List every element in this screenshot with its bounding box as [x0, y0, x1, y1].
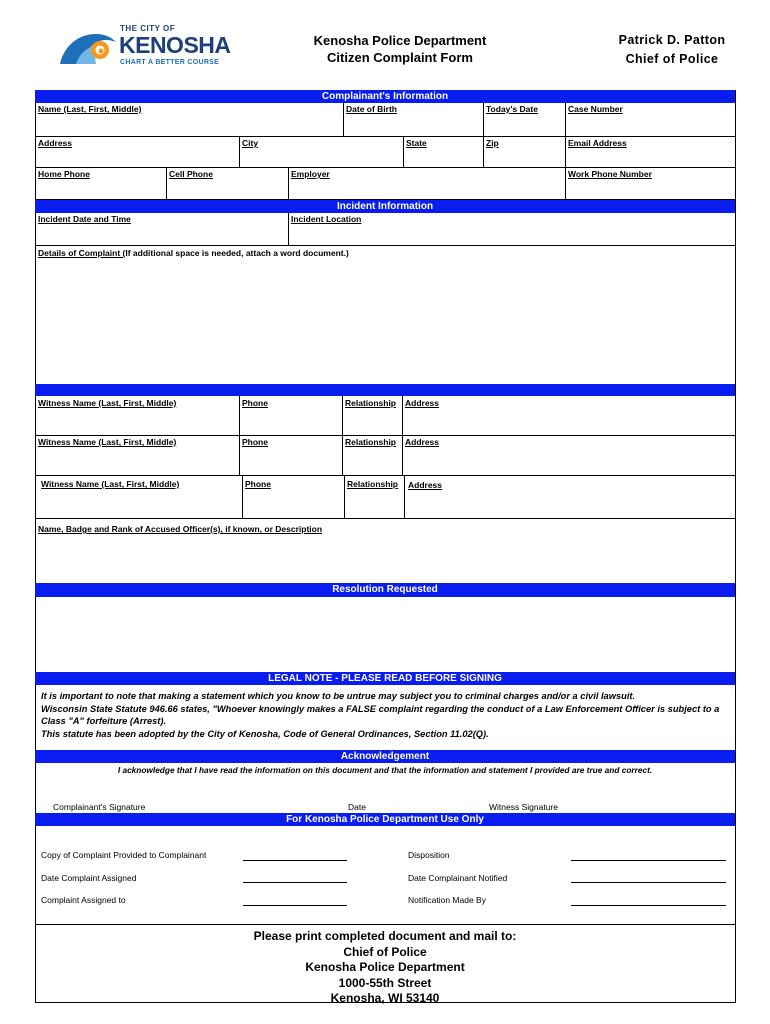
details-field[interactable]: [36, 246, 735, 384]
section-resolution: Resolution Requested: [35, 583, 735, 597]
witness-row-2-line: [35, 475, 736, 476]
section-legal: LEGAL NOTE - PLEASE READ BEFORE SIGNING: [35, 672, 735, 685]
name-field[interactable]: [35, 103, 343, 137]
witness-signature[interactable]: Witness Signature: [489, 802, 558, 812]
divider-bar: [35, 384, 735, 396]
mail-line-5: Kenosha, WI 53140: [330, 991, 440, 1005]
witness-col-2c: [344, 475, 345, 518]
disposition-label: Disposition: [408, 850, 450, 860]
mail-line-1: Please print completed document and mail to:: [253, 929, 517, 943]
complainant-signature[interactable]: Complainant's Signature: [53, 802, 146, 812]
email-field[interactable]: [565, 137, 736, 168]
incident-loc-label: Incident Location: [291, 214, 362, 224]
witness-3-relationship[interactable]: Relationship: [347, 479, 399, 489]
witness-col-2: [342, 396, 343, 435]
legal-note: [41, 690, 731, 740]
accused-officer-field[interactable]: Name, Badge and Rank of Accused Officer(s), if known, or Description: [38, 524, 323, 534]
section-complainant: Complainant's Information: [35, 90, 735, 103]
department-title: [290, 32, 510, 66]
state-label: State: [406, 138, 427, 148]
disposition-line[interactable]: [571, 860, 726, 861]
witness-1-phone[interactable]: Phone: [242, 398, 268, 408]
address-field[interactable]: [35, 137, 239, 168]
notify-by-line[interactable]: [571, 905, 726, 906]
form-name: Citizen Complaint Form: [327, 50, 473, 65]
notified-line[interactable]: [571, 882, 726, 883]
city-logo: [56, 24, 231, 70]
witness-3-address[interactable]: Address: [408, 480, 443, 490]
case-label: Case Number: [568, 104, 623, 114]
incident-dt-label: Incident Date and Time: [38, 214, 131, 224]
witness-2-name[interactable]: Witness Name (Last, First, Middle): [38, 437, 177, 447]
date-assigned-line[interactable]: [243, 882, 347, 883]
witness-2-address[interactable]: Address: [405, 437, 440, 447]
copy-provided-label: Copy of Complaint Provided to Complainant: [41, 850, 207, 860]
state-field[interactable]: [403, 137, 483, 168]
logo-small-text: THE CITY OF: [120, 24, 176, 33]
wave-icon: [56, 28, 120, 68]
name-label: Name (Last, First, Middle): [38, 104, 142, 114]
notified-label: Date Complainant Notified: [408, 873, 508, 883]
employer-field[interactable]: [288, 168, 565, 200]
todays-date-field[interactable]: [483, 103, 565, 137]
mail-line-3: Kenosha Police Department: [305, 960, 465, 974]
dob-field[interactable]: [343, 103, 483, 137]
email-label: Email Address: [568, 138, 627, 148]
witness-2-relationship[interactable]: Relationship: [345, 437, 397, 447]
today-label: Today's Date: [486, 104, 538, 114]
witness-col-1: [239, 396, 240, 435]
witness-1-address[interactable]: Address: [405, 398, 440, 408]
zip-label: Zip: [486, 138, 499, 148]
witness-row-1-line: [35, 435, 736, 436]
date-assigned-label: Date Complaint Assigned: [41, 873, 137, 883]
chief-name: Patrick D. Patton: [618, 33, 726, 47]
mailing-info: [35, 929, 735, 1007]
witness-row-3-line: [35, 518, 736, 519]
work-phone-field[interactable]: [565, 168, 736, 200]
witness-3-phone[interactable]: Phone: [245, 479, 271, 489]
address-label: Address: [38, 138, 73, 148]
copy-provided-line[interactable]: [243, 860, 347, 861]
chief-title: Chief of Police: [625, 52, 719, 66]
notify-by-label: Notification Made By: [408, 895, 486, 905]
dob-label: Date of Birth: [346, 104, 397, 114]
details-label: [38, 248, 349, 258]
witness-col-2b: [342, 435, 343, 475]
details-label-main: Details of Complaint (: [38, 248, 126, 258]
legal-line-2: Wisconsin State Statute 946.66 states, "Whoever knowingly makes a FALSE complaint regarding the conduct of a Law Enforcement Officer is subject to a Class "A" forfeiture (Arrest).: [41, 703, 720, 726]
cell-phone-label: Cell Phone: [169, 169, 213, 179]
assigned-to-line[interactable]: [243, 905, 347, 906]
case-number-field[interactable]: [565, 103, 736, 137]
witness-col-3: [402, 396, 403, 435]
ack-text: I acknowledge that I have read the information on this document and that the information and statement I provided are true and correct.: [117, 765, 653, 775]
incident-location-field[interactable]: [288, 213, 736, 246]
incident-datetime-field[interactable]: [35, 213, 288, 246]
city-label: City: [242, 138, 259, 148]
section-office: For Kenosha Police Department Use Only: [35, 813, 735, 826]
legal-line-3: This statute has been adopted by the City of Kenosha, Code of General Ordinances, Section 11.02(Q).: [41, 728, 489, 739]
resolution-field[interactable]: [36, 597, 735, 672]
witness-1-relationship[interactable]: Relationship: [345, 398, 397, 408]
dept-name: Kenosha Police Department: [313, 33, 487, 48]
mail-line-2: Chief of Police: [343, 944, 427, 959]
employer-label: Employer: [291, 169, 330, 179]
witness-col-1c: [242, 475, 243, 518]
witness-1-name[interactable]: Witness Name (Last, First, Middle): [38, 398, 177, 408]
witness-col-3b: [402, 435, 403, 475]
mail-line-4: 1000-55th Street: [338, 975, 432, 990]
home-phone-label: Home Phone: [38, 169, 90, 179]
signature-date[interactable]: Date: [348, 802, 366, 812]
work-phone-label: Work Phone Number: [568, 169, 652, 179]
zip-field[interactable]: [483, 137, 565, 168]
logo-tagline: CHART A BETTER COURSE: [120, 59, 220, 66]
details-label-note: If additional space is needed, attach a word document.): [125, 248, 349, 258]
witness-col-1b: [239, 435, 240, 475]
city-field[interactable]: [239, 137, 403, 168]
witness-2-phone[interactable]: Phone: [242, 437, 268, 447]
logo-name: KENOSHA: [119, 32, 231, 58]
mail-divider: [35, 924, 736, 925]
home-phone-field[interactable]: [35, 168, 166, 200]
legal-line-1: It is important to note that making a statement which you know to be untrue may subject you to criminal charges and/or a civil lawsuit.: [41, 691, 636, 701]
section-ack: Acknowledgement: [35, 750, 735, 763]
chief-block: [602, 31, 742, 69]
witness-col-3c: [404, 475, 405, 518]
cell-phone-field[interactable]: [166, 168, 288, 200]
section-incident: Incident Information: [35, 200, 735, 213]
assigned-to-label: Complaint Assigned to: [41, 895, 126, 905]
witness-3-name[interactable]: Witness Name (Last, First, Middle): [41, 479, 180, 489]
